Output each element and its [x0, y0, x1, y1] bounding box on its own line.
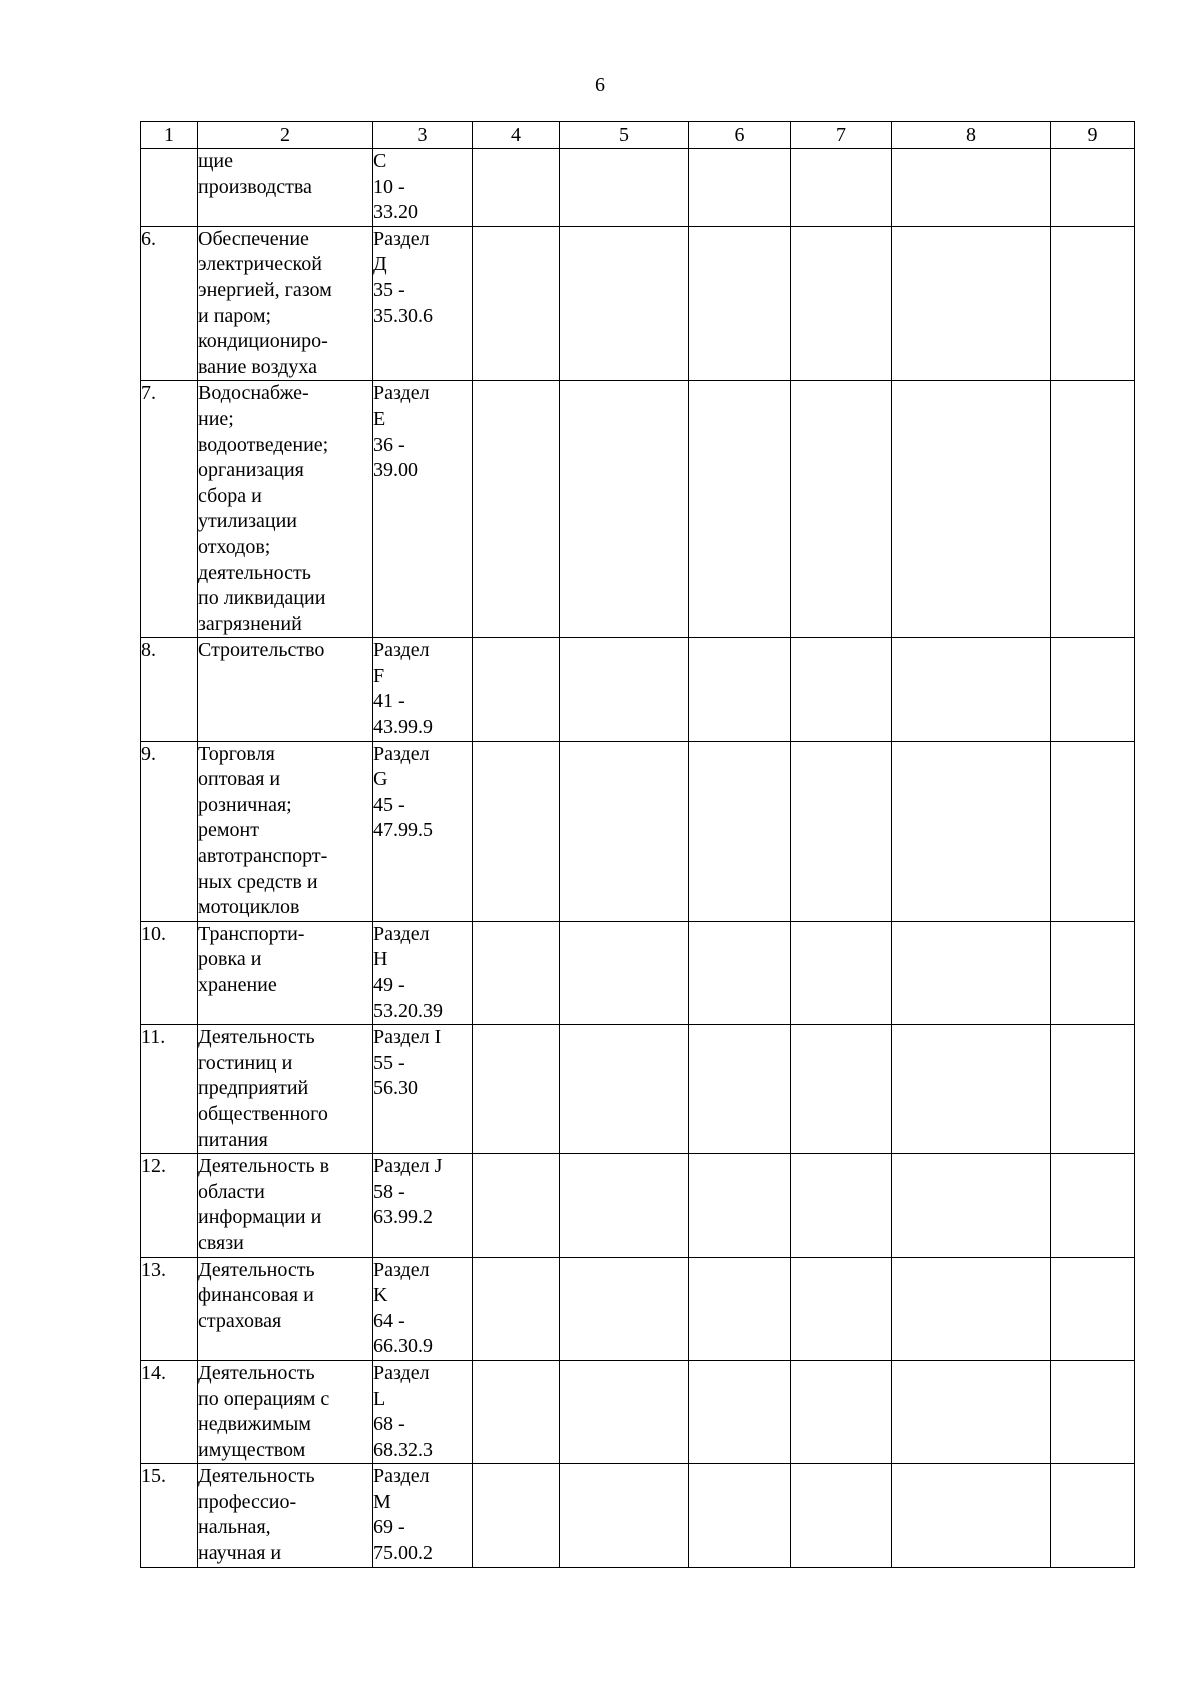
- activity-name-line: мотоциклов: [198, 896, 300, 919]
- activity-name-line: гостиниц и: [198, 1051, 293, 1074]
- table-row: [141, 381, 1135, 638]
- section-code-line: 63.99.2: [373, 1206, 433, 1229]
- empty-cell-col-5: [560, 1257, 689, 1360]
- activity-name-line: по ликвидации: [198, 587, 326, 610]
- activity-name-line: предприятий: [198, 1077, 309, 1100]
- section-code-line: Раздел: [373, 922, 430, 945]
- empty-cell-col-7: [791, 1025, 892, 1154]
- activity-name-line: научная и: [198, 1542, 282, 1565]
- column-header-7: 7: [791, 122, 892, 149]
- row-number-cell: 6.: [141, 226, 198, 381]
- empty-cell-col-5: [560, 1025, 689, 1154]
- section-code-line: H: [373, 948, 388, 971]
- section-code-line: L: [373, 1387, 386, 1410]
- empty-cell-col-7: [791, 1464, 892, 1567]
- empty-cell-col-6: [689, 226, 791, 381]
- section-code-line: 35.30.6: [373, 304, 433, 327]
- section-code-cell: [373, 1154, 473, 1257]
- activity-name-line: ние;: [198, 407, 234, 430]
- activity-name-cell: [198, 1464, 373, 1567]
- activity-name-line: отходов;: [198, 535, 271, 558]
- section-code-line: F: [373, 664, 385, 687]
- empty-cell-col-5: [560, 226, 689, 381]
- section-code-line: G: [373, 768, 388, 791]
- activity-name-line: профессио-: [198, 1490, 297, 1513]
- empty-cell-col-7: [791, 638, 892, 741]
- empty-cell-col-6: [689, 1025, 791, 1154]
- activity-name-line: Деятельность: [198, 1361, 315, 1384]
- row-number-cell: [141, 149, 198, 227]
- empty-cell-col-8: [892, 1154, 1051, 1257]
- empty-cell-col-8: [892, 226, 1051, 381]
- empty-cell-col-4: [473, 1257, 560, 1360]
- section-code-line: 68 -: [373, 1413, 405, 1436]
- empty-cell-col-8: [892, 381, 1051, 638]
- empty-cell-col-5: [560, 1464, 689, 1567]
- activity-name-line: недвижимым: [198, 1413, 311, 1436]
- empty-cell-col-7: [791, 1360, 892, 1463]
- empty-cell-col-4: [473, 149, 560, 227]
- empty-cell-col-5: [560, 741, 689, 921]
- row-number-cell: 11.: [141, 1025, 198, 1154]
- column-header-9: 9: [1051, 122, 1135, 149]
- section-code-line: 64 -: [373, 1309, 405, 1332]
- activity-name-line: по операциям с: [198, 1387, 330, 1410]
- section-code-cell: [373, 1464, 473, 1567]
- empty-cell-col-4: [473, 741, 560, 921]
- section-code-line: 58 -: [373, 1180, 405, 1203]
- row-number-cell: 10.: [141, 921, 198, 1024]
- column-header-6: 6: [689, 122, 791, 149]
- empty-cell-col-6: [689, 1257, 791, 1360]
- section-code-line: 41 -: [373, 690, 405, 713]
- table-row: [141, 226, 1135, 381]
- activity-name-cell: [198, 741, 373, 921]
- empty-cell-col-5: [560, 1360, 689, 1463]
- activity-name-line: страховая: [198, 1309, 282, 1332]
- section-code-line: 55 -: [373, 1051, 405, 1074]
- table-row: [141, 149, 1135, 227]
- section-code-line: 68.32.3: [373, 1438, 433, 1461]
- table-row: [141, 921, 1135, 1024]
- empty-cell-col-7: [791, 921, 892, 1024]
- activity-name-line: Деятельность в: [198, 1155, 330, 1178]
- section-code-line: 53.20.39: [373, 999, 443, 1022]
- section-code-line: 10 -: [373, 175, 405, 198]
- activity-name-line: энергией, газом: [198, 278, 332, 301]
- section-code-line: 45 -: [373, 793, 405, 816]
- report-table: [140, 121, 1135, 1568]
- section-code-cell: [373, 381, 473, 638]
- empty-cell-col-6: [689, 741, 791, 921]
- empty-cell-col-6: [689, 1464, 791, 1567]
- row-number-cell: 9.: [141, 741, 198, 921]
- section-code-line: 35 -: [373, 278, 405, 301]
- activity-name-line: загрязнений: [198, 612, 302, 635]
- row-number-cell: 12.: [141, 1154, 198, 1257]
- activity-name-cell: [198, 226, 373, 381]
- activity-name-line: Деятельность: [198, 1465, 315, 1488]
- activity-name-line: хранение: [198, 974, 277, 996]
- table-row: [141, 1257, 1135, 1360]
- section-code-line: K: [373, 1284, 388, 1307]
- table-row: [141, 1154, 1135, 1257]
- activity-name-cell: [198, 1154, 373, 1257]
- empty-cell-col-8: [892, 1464, 1051, 1567]
- empty-cell-col-5: [560, 149, 689, 227]
- activity-name-line: ных средств и: [198, 870, 318, 893]
- activity-name-line: Обеспечение: [198, 227, 309, 250]
- table-row: [141, 1025, 1135, 1154]
- activity-name-cell: [198, 1257, 373, 1360]
- page-number: 6: [595, 74, 605, 96]
- empty-cell-col-6: [689, 381, 791, 638]
- empty-cell-col-9: [1051, 1257, 1135, 1360]
- activity-name-line: деятельность: [198, 561, 311, 584]
- section-code-line: M: [373, 1490, 391, 1513]
- activity-name-line: информации и: [198, 1206, 322, 1229]
- section-code-cell: [373, 921, 473, 1024]
- empty-cell-col-6: [689, 1154, 791, 1257]
- section-code-line: Раздел J: [373, 1155, 443, 1178]
- activity-name-line: Торговля: [198, 742, 275, 765]
- empty-cell-col-9: [1051, 1360, 1135, 1463]
- empty-cell-col-4: [473, 1464, 560, 1567]
- section-code-line: Раздел: [373, 382, 430, 405]
- table-row: [141, 638, 1135, 741]
- empty-cell-col-5: [560, 921, 689, 1024]
- activity-name-line: вание воздуха: [198, 355, 317, 378]
- section-code-line: Раздел: [373, 639, 430, 662]
- empty-cell-col-7: [791, 226, 892, 381]
- activity-name-line: производства: [198, 175, 312, 198]
- activity-name-line: водоотведение;: [198, 433, 329, 456]
- section-code-cell: [373, 638, 473, 741]
- empty-cell-col-9: [1051, 381, 1135, 638]
- section-code-cell: [373, 1360, 473, 1463]
- empty-cell-col-7: [791, 1154, 892, 1257]
- empty-cell-col-7: [791, 741, 892, 921]
- activity-name-line: организация: [198, 459, 304, 482]
- empty-cell-col-4: [473, 226, 560, 381]
- activity-name-line: автотранспорт-: [198, 845, 328, 868]
- activity-name-line: щие: [198, 150, 233, 172]
- empty-cell-col-7: [791, 1257, 892, 1360]
- section-code-line: Раздел: [373, 227, 430, 250]
- section-code-line: 75.00.2: [373, 1542, 433, 1565]
- activity-name-cell: [198, 638, 373, 741]
- activity-name-line: Строительство: [198, 639, 325, 662]
- empty-cell-col-4: [473, 1154, 560, 1257]
- empty-cell-col-9: [1051, 741, 1135, 921]
- section-code-line: 47.99.5: [373, 819, 433, 842]
- column-header-3: 3: [373, 122, 473, 149]
- empty-cell-col-8: [892, 741, 1051, 921]
- section-code-line: Д: [373, 253, 387, 276]
- section-code-line: С: [373, 150, 387, 172]
- empty-cell-col-8: [892, 1257, 1051, 1360]
- column-header-2: 2: [198, 122, 373, 149]
- empty-cell-col-9: [1051, 226, 1135, 381]
- activity-name-cell: [198, 381, 373, 638]
- table-row: [141, 741, 1135, 921]
- empty-cell-col-4: [473, 1360, 560, 1463]
- empty-cell-col-9: [1051, 921, 1135, 1024]
- activity-name-line: Водоснабже-: [198, 382, 309, 405]
- activity-name-line: сбора и: [198, 484, 262, 507]
- section-code-line: Раздел: [373, 1258, 430, 1281]
- section-code-line: 49 -: [373, 974, 405, 996]
- activity-name-line: питания: [198, 1128, 268, 1151]
- empty-cell-col-8: [892, 149, 1051, 227]
- empty-cell-col-5: [560, 1154, 689, 1257]
- empty-cell-col-8: [892, 638, 1051, 741]
- empty-cell-col-9: [1051, 1025, 1135, 1154]
- row-number-cell: 15.: [141, 1464, 198, 1567]
- activity-name-line: ровка и: [198, 948, 262, 971]
- section-code-line: 36 -: [373, 433, 405, 456]
- activity-name-line: утилизации: [198, 510, 298, 533]
- activity-name-line: общественного: [198, 1102, 328, 1125]
- table-body: [141, 149, 1135, 1568]
- column-header-4: 4: [473, 122, 560, 149]
- empty-cell-col-8: [892, 1025, 1051, 1154]
- empty-cell-col-4: [473, 381, 560, 638]
- empty-cell-col-7: [791, 381, 892, 638]
- section-code-line: Е: [373, 407, 386, 430]
- section-code-cell: [373, 741, 473, 921]
- section-code-line: Раздел: [373, 1361, 430, 1384]
- activity-name-line: кондициониро-: [198, 330, 328, 353]
- empty-cell-col-9: [1051, 1154, 1135, 1257]
- activity-name-line: ремонт: [198, 819, 259, 842]
- empty-cell-col-9: [1051, 149, 1135, 227]
- section-code-line: 43.99.9: [373, 716, 433, 739]
- activity-name-line: оптовая и: [198, 768, 281, 791]
- activity-name-line: электрической: [198, 253, 322, 276]
- empty-cell-col-9: [1051, 1464, 1135, 1567]
- empty-cell-col-4: [473, 921, 560, 1024]
- activity-name-cell: [198, 1360, 373, 1463]
- section-code-line: 39.00: [373, 459, 418, 482]
- activity-name-cell: [198, 149, 373, 227]
- activity-name-line: имуществом: [198, 1438, 306, 1461]
- section-code-cell: [373, 149, 473, 227]
- column-header-8: 8: [892, 122, 1051, 149]
- empty-cell-col-7: [791, 149, 892, 227]
- section-code-line: 56.30: [373, 1077, 418, 1100]
- row-number-cell: 13.: [141, 1257, 198, 1360]
- activity-name-line: Транспорти-: [198, 922, 305, 945]
- section-code-line: Раздел I: [373, 1026, 442, 1049]
- activity-name-line: финансовая и: [198, 1284, 314, 1307]
- section-code-line: 69 -: [373, 1516, 405, 1539]
- activity-name-line: Деятельность: [198, 1026, 315, 1049]
- activity-name-line: Деятельность: [198, 1258, 315, 1281]
- activity-name-cell: [198, 1025, 373, 1154]
- activity-name-line: и паром;: [198, 304, 272, 327]
- empty-cell-col-5: [560, 381, 689, 638]
- empty-cell-col-6: [689, 149, 791, 227]
- row-number-cell: 8.: [141, 638, 198, 741]
- table-row: [141, 1464, 1135, 1567]
- section-code-line: 66.30.9: [373, 1335, 433, 1358]
- column-header-1: 1: [141, 122, 198, 149]
- section-code-cell: [373, 1257, 473, 1360]
- empty-cell-col-9: [1051, 638, 1135, 741]
- empty-cell-col-4: [473, 638, 560, 741]
- empty-cell-col-6: [689, 921, 791, 1024]
- activity-name-cell: [198, 921, 373, 1024]
- empty-cell-col-6: [689, 638, 791, 741]
- empty-cell-col-6: [689, 1360, 791, 1463]
- table-row: [141, 1360, 1135, 1463]
- activity-name-line: нальная,: [198, 1516, 271, 1539]
- empty-cell-col-5: [560, 638, 689, 741]
- section-code-cell: [373, 1025, 473, 1154]
- activity-name-line: области: [198, 1180, 265, 1203]
- empty-cell-col-8: [892, 921, 1051, 1024]
- activity-name-line: связи: [198, 1231, 244, 1254]
- empty-cell-col-4: [473, 1025, 560, 1154]
- row-number-cell: 14.: [141, 1360, 198, 1463]
- section-code-line: Раздел: [373, 1465, 430, 1488]
- empty-cell-col-8: [892, 1360, 1051, 1463]
- section-code-line: Раздел: [373, 742, 430, 765]
- row-number-cell: 7.: [141, 381, 198, 638]
- column-header-5: 5: [560, 122, 689, 149]
- header-row: [141, 122, 1135, 149]
- activity-name-line: розничная;: [198, 793, 292, 816]
- section-code-cell: [373, 226, 473, 381]
- section-code-line: 33.20: [373, 201, 418, 224]
